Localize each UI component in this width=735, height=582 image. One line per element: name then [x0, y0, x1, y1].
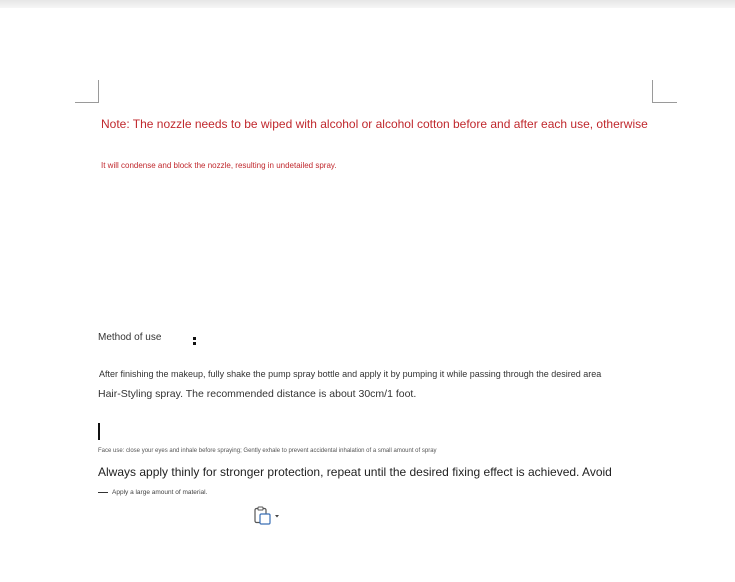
colon-mark — [193, 337, 196, 345]
clipboard-paste-icon — [255, 507, 270, 524]
margin-corner-top-right — [652, 80, 677, 103]
text-cursor[interactable] — [98, 423, 100, 440]
margin-corner-top-left — [75, 80, 99, 103]
paragraph-2: Hair-Styling spray. The recommended distance is about 30cm/1 foot. — [98, 388, 417, 400]
note-line-2: It will condense and block the nozzle, resulting in undetailed spray. — [101, 161, 337, 170]
caret-down-icon — [275, 515, 279, 518]
paragraph-3: Face use: close your eyes and inhale before spraying; Gently exhale to prevent accidental inhalation of a small amount of spray — [98, 448, 437, 454]
dash-mark — [98, 492, 108, 493]
ruler-shadow — [0, 0, 735, 8]
method-heading: Method of use — [98, 332, 162, 343]
paragraph-5: Apply a large amount of material. — [112, 489, 208, 496]
paragraph-4: Always apply thinly for stronger protection, repeat until the desired fixing effect is achieved. Avoid — [98, 465, 612, 479]
paragraph-1: After finishing the makeup, fully shake the pump spray bottle and apply it by pumping it while passing through the desired area — [99, 369, 602, 379]
paste-options-button[interactable] — [253, 506, 283, 526]
note-line-1: Note: The nozzle needs to be wiped with alcohol or alcohol cotton before and after each use, otherwise — [101, 117, 648, 131]
